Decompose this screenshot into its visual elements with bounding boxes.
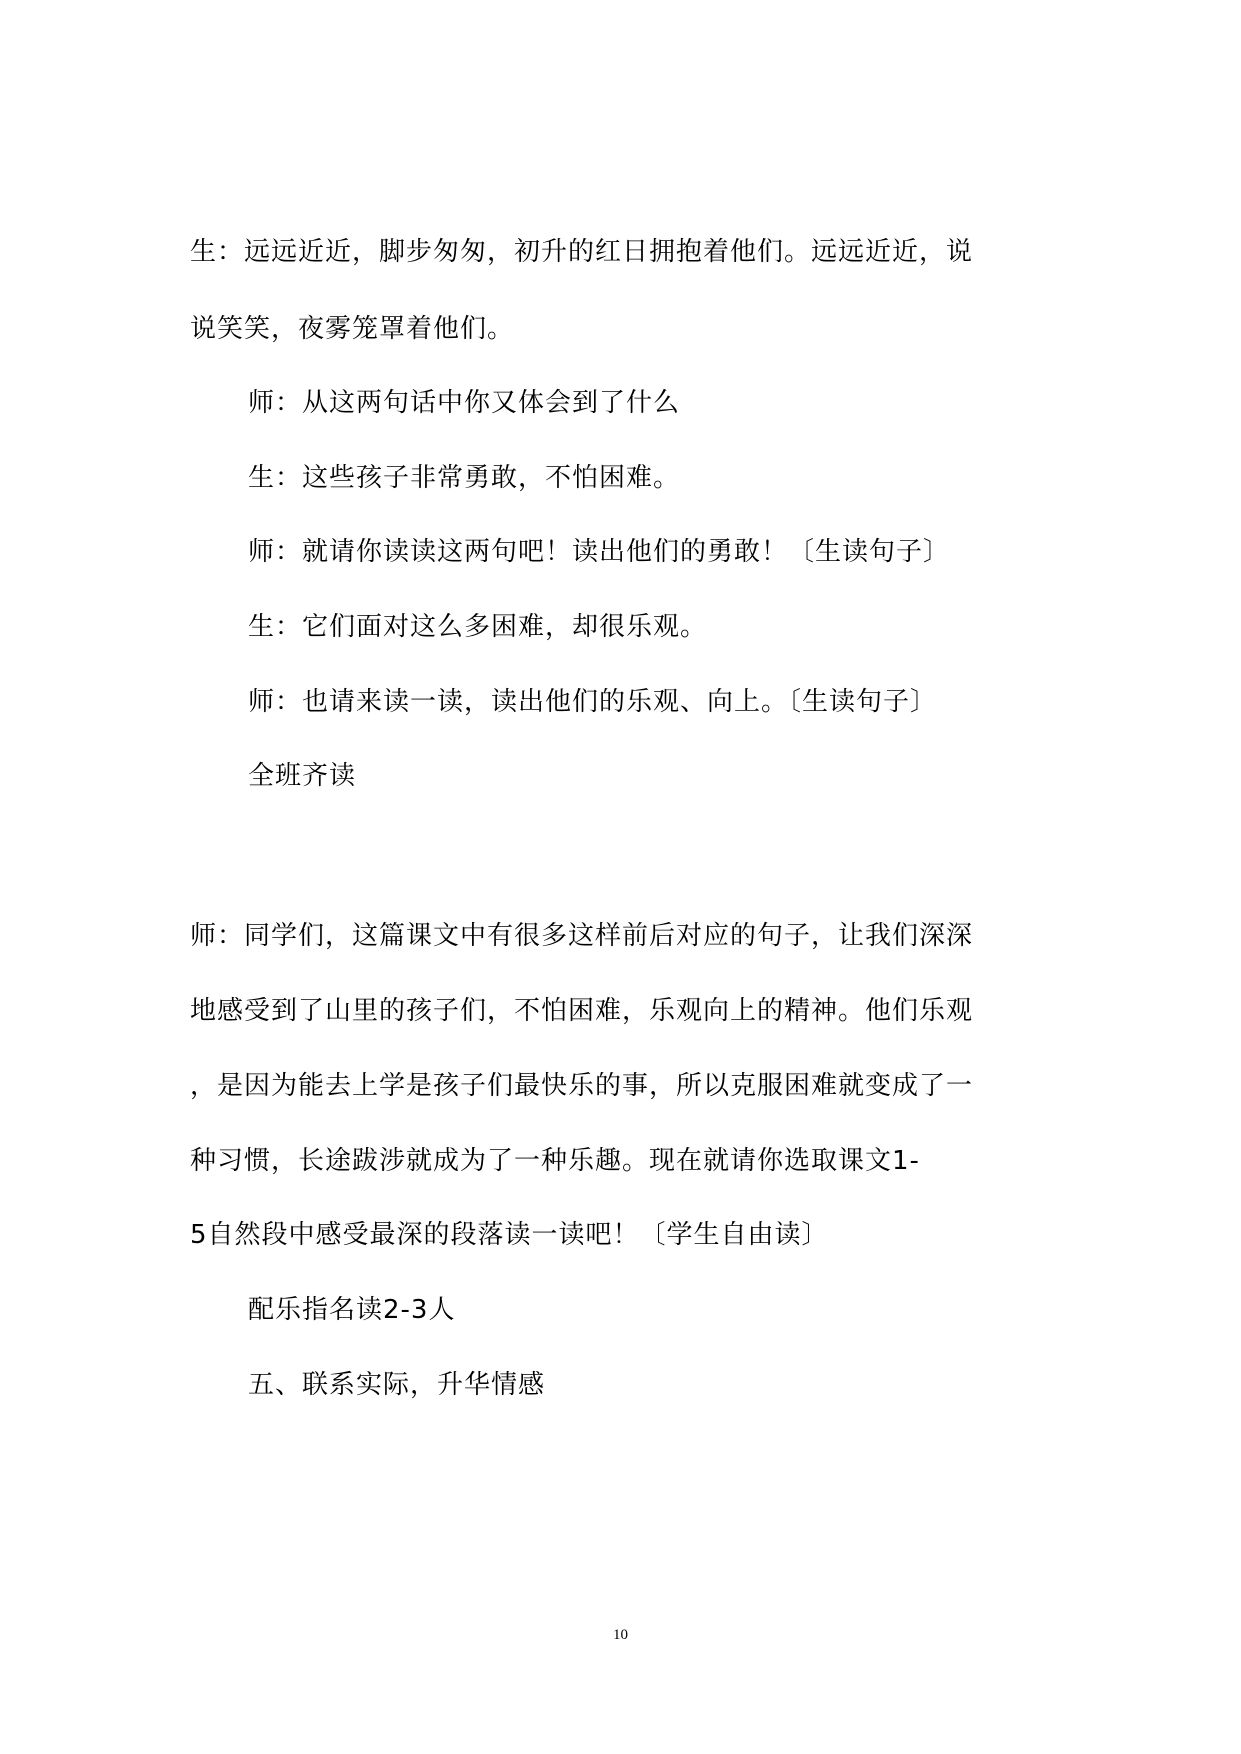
text-line: 师：从这两句话中你又体会到了什么 [248,388,681,418]
text-line: 生：它们面对这么多困难，却很乐观。 [248,612,708,642]
text-line: 生：这些孩子非常勇敢，不怕困难。 [248,463,681,493]
text-line: 师：同学们，这篇课文中有很多这样前后对应的句子，让我们深深 [190,921,974,951]
text-line: ，是因为能去上学是孩子们最快乐的事，所以克服困难就变成了一 [190,1071,974,1101]
section-heading: 五、联系实际，升华情感 [248,1370,546,1400]
text-line: 全班齐读 [248,761,357,791]
text-line: 种习惯，长途跋涉就成为了一种乐趣。现在就请你选取课文1- [190,1146,920,1176]
text-line: 生：远远近近，脚步匆匆，初升的红日拥抱着他们。远远近近，说 [190,237,974,267]
text-line: 说笑笑，夜雾笼罩着他们。 [190,314,515,344]
text-line: 5自然段中感受最深的段落读一读吧！〔学生自由读〕 [190,1220,829,1250]
text-line: 地感受到了山里的孩子们，不怕困难，乐观向上的精神。他们乐观 [190,996,974,1026]
text-line: 配乐指名读2-3人 [248,1295,456,1325]
text-line: 师：就请你读读这两句吧！读出他们的勇敢！〔生读句子〕 [248,537,951,567]
text-line: 师：也请来读一读，读出他们的乐观、向上。〔生读句子〕 [248,687,938,717]
page-number: 10 [613,1627,628,1643]
